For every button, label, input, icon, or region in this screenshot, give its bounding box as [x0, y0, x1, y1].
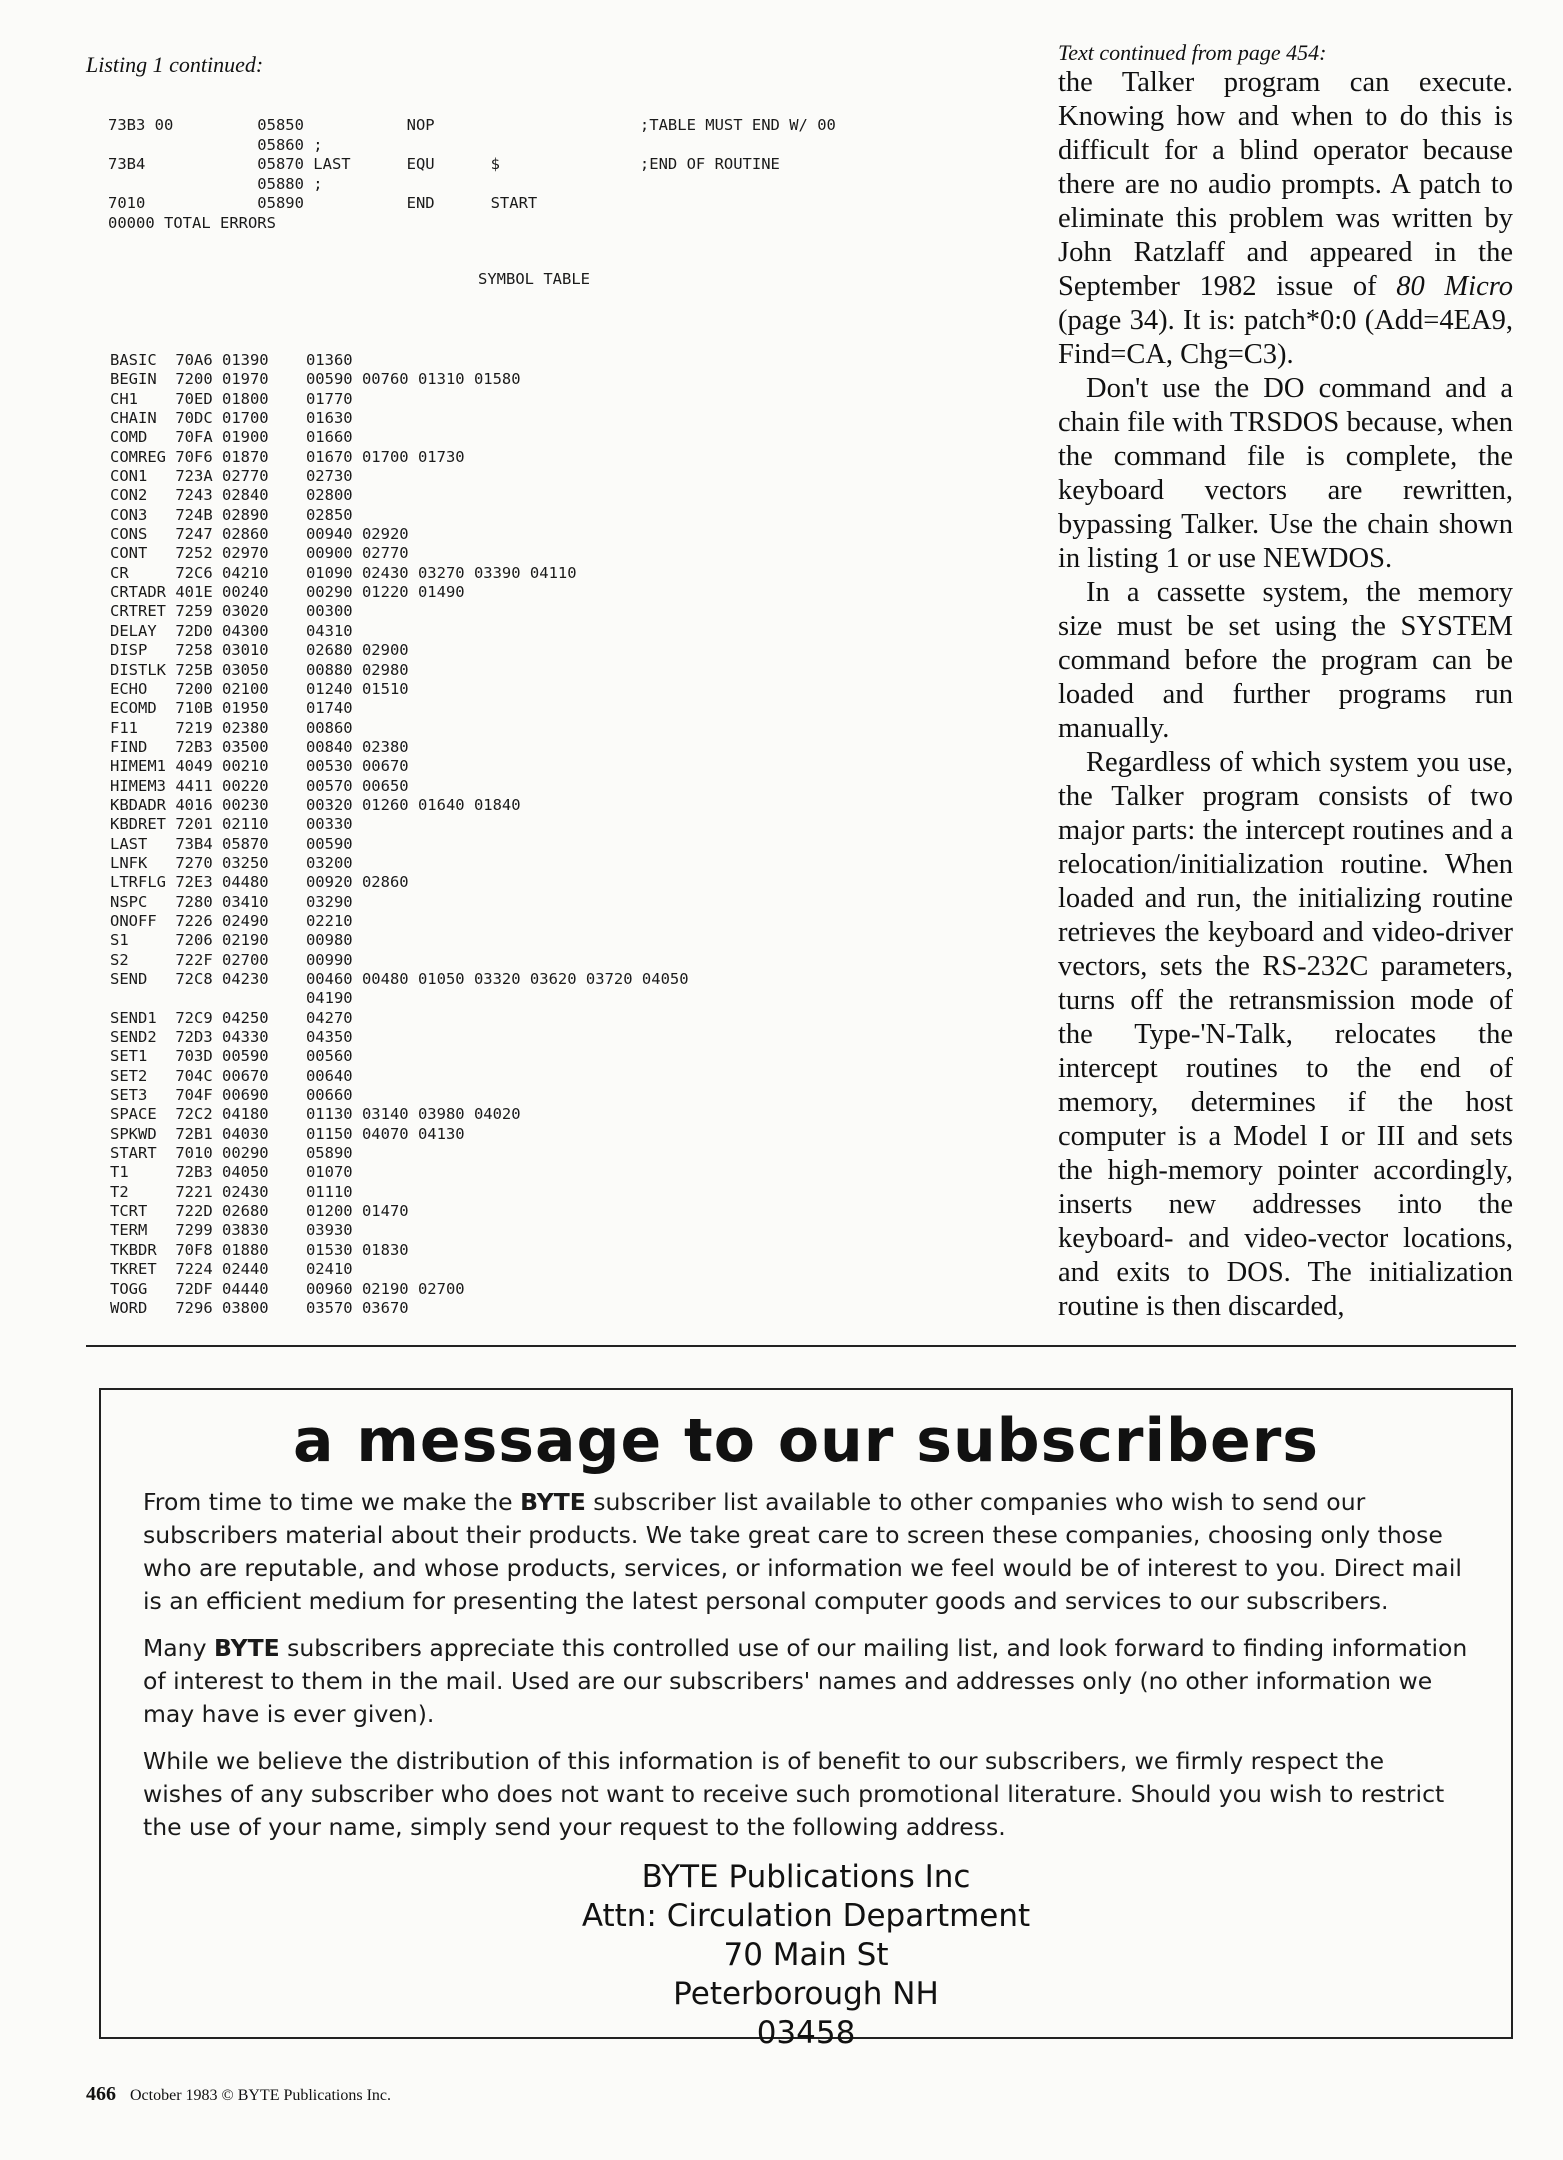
symbol-row: DISP 7258 03010 02680 02900 — [110, 641, 409, 660]
symbol-row: CRTADR 401E 00240 00290 01220 01490 — [110, 583, 465, 602]
symbol-row: SEND 72C8 04230 00460 00480 01050 03320 03620 03720 04050 — [110, 970, 689, 988]
page-number: 466 — [86, 2083, 116, 2105]
symbol-row: CONS 7247 02860 00940 02920 — [110, 525, 409, 544]
address-line: BYTE Publications Inc — [641, 1859, 971, 1895]
code-line: 7010 05890 END START — [108, 194, 538, 212]
symbol-row: COMD 70FA 01900 01660 — [110, 428, 353, 447]
symbol-row: T2 7221 02430 01110 — [110, 1182, 353, 1201]
code-line: 05860 ; — [108, 135, 323, 154]
symbol-row: WORD 7296 03800 03570 03670 — [110, 1298, 409, 1317]
address-line: Attn: Circulation Department — [581, 1898, 1031, 1934]
code-line: 73B3 00 05850 NOP ;TABLE MUST END W/ 00 — [108, 116, 836, 134]
symbol-row: KBDADR 4016 00230 00320 01260 01640 01840 — [110, 795, 521, 814]
symbol-row: SPKWD 72B1 04030 01150 04070 04130 — [110, 1124, 465, 1143]
page-footer — [86, 2083, 391, 2106]
article-paragraph: the Talker program can execute. Knowing how and when to do this is difficult for a blind operator because there are no audio prompts. A patch to eliminate this problem was written by John Ratzlaff and appeared in the September 1982 issue of 80 Micro (page 34). It is: patch*0:0 (Add=4EA9, Find=CA, Chg=C3). — [1058, 67, 1513, 370]
symbol-row: FIND 72B3 03500 00840 02380 — [110, 737, 409, 756]
symbol-row: TCRT 722D 02680 01200 01470 — [110, 1202, 409, 1221]
brand-name: BYTE — [520, 1488, 586, 1516]
notice-paragraph: While we believe the distribution of this information is of benefit to our subscribers, we firmly respect the wishes of any subscriber who does not want to receive such promotional literature. Should you wish to restrict the use of your name, simply send your request to the following address. — [143, 1747, 1445, 1841]
symbol-row: LNFK 7270 03250 03200 — [110, 853, 353, 872]
symbol-row: ONOFF 7226 02490 02210 — [110, 911, 353, 930]
symbol-row: SET2 704C 00670 00640 — [110, 1066, 353, 1085]
symbol-row: COMREG 70F6 01870 01670 01700 01730 — [110, 447, 465, 466]
symbol-row: SPACE 72C2 04180 01130 03140 03980 04020 — [110, 1105, 521, 1124]
symbol-row: START 7010 00290 05890 — [110, 1144, 353, 1163]
code-line: 00000 TOTAL ERRORS — [108, 213, 276, 232]
symbol-row: SET3 704F 00690 00660 — [110, 1086, 353, 1105]
symbol-row: S2 722F 02700 00990 — [110, 950, 353, 969]
symbol-row: CON2 7243 02840 02800 — [110, 486, 353, 505]
notice-paragraph: Many BYTE subscribers appreciate this controlled use of our mailing list, and look forward to finding information of interest to them in the mail. Used are our subscribers' names and addresses only (no other information we may have is ever given). — [143, 1634, 1468, 1728]
symbol-table — [110, 351, 689, 1318]
symbol-row: BEGIN 7200 01970 00590 00760 01310 01580 — [110, 370, 521, 389]
symbol-row: CHAIN 70DC 01700 01630 — [110, 409, 353, 428]
magazine-title: 80 Micro — [1396, 271, 1513, 302]
symbol-row: HIMEM1 4049 00210 00530 00670 — [110, 757, 409, 776]
symbol-row: CR 72C6 04210 01090 02430 03270 03390 04110 — [110, 563, 577, 582]
address-line: 03458 — [756, 2015, 856, 2051]
symbol-row: CRTRET 7259 03020 00300 — [110, 602, 353, 621]
symbol-row: ECOMD 710B 01950 01740 — [110, 699, 353, 718]
address-line: Peterborough NH — [673, 1976, 939, 2012]
symbol-row: TOGG 72DF 04440 00960 02190 02700 — [110, 1279, 465, 1298]
symbol-row: CON1 723A 02770 02730 — [110, 467, 353, 486]
continued-note: Text continued from page 454: — [1058, 40, 1327, 65]
article-paragraph: In a cassette system, the memory size must be set using the SYSTEM command before the program can be loaded and further programs run manually. — [1058, 577, 1513, 744]
article-column — [1058, 40, 1513, 1324]
symbol-row: CONT 7252 02970 00900 02770 — [110, 544, 409, 563]
symbol-row: KBDRET 7201 02110 00330 — [110, 815, 353, 834]
symbol-row: SEND1 72C9 04250 04270 — [110, 1008, 353, 1027]
notice-paragraph: From time to time we make the BYTE subscriber list available to other companies who wish to send our subscribers material about their products. We take great care to screen these companies, choosing only those who are reputable, and whose products, services, or information we feel would be of interest to you. Direct mail is an efficient medium for presenting the latest personal computer goods and services to our subscribers. — [143, 1488, 1462, 1615]
listing-caption: Listing 1 continued: — [86, 52, 264, 77]
symbol-row: LTRFLG 72E3 04480 00920 02860 — [110, 873, 409, 892]
symbol-row: CON3 724B 02890 02850 — [110, 505, 353, 524]
symbol-row: T1 72B3 04050 01070 — [110, 1163, 353, 1182]
code-line: 73B4 05870 LAST EQU $ ;END OF ROUTINE — [108, 155, 780, 173]
address-line: 70 Main St — [723, 1937, 889, 1973]
symbol-table-title: SYMBOL TABLE — [478, 270, 590, 288]
symbol-row: F11 7219 02380 00860 — [110, 718, 353, 737]
symbol-row: DISTLK 725B 03050 00880 02980 — [110, 660, 409, 679]
subscriber-notice-box — [99, 1388, 1513, 2051]
symbol-row: TKRET 7224 02440 02410 — [110, 1260, 353, 1279]
article-paragraph: Don't use the DO command and a chain file with TRSDOS because, when the command file is complete, the keyboard vectors are rewritten, bypassing Talker. Use the chain shown in listing 1 or use NEWDOS. — [1058, 373, 1513, 574]
symbol-row: 04190 — [110, 989, 353, 1008]
symbol-row: CH1 70ED 01800 01770 — [110, 389, 353, 408]
symbol-row: TERM 7299 03830 03930 — [110, 1221, 353, 1240]
symbol-row: BASIC 70A6 01390 01360 — [110, 351, 353, 369]
code-listing — [108, 116, 836, 233]
brand-name: BYTE — [213, 1634, 280, 1662]
symbol-row: DELAY 72D0 04300 04310 — [110, 621, 353, 640]
notice-headline: a message to our subscribers — [293, 1406, 1319, 1476]
symbol-row: S1 7206 02190 00980 — [110, 931, 353, 950]
mailing-address — [101, 1858, 1511, 2053]
article-paragraph: Regardless of which system you use, the Talker program consists of two major parts: the intercept routines and a relocation/initialization routine. When loaded and run, the initializing routine retrieves the keyboard and video-driver vectors, sets the RS-232C parameters, turns off the retransmission mode of the Type-'N-Talk, relocates the intercept routines to the end of memory, determines if the host computer is a Model I or III and sets the high-memory pointer accordingly, inserts new addresses into the keyboard- and video-vector locations, and exits to DOS. The initialization routine is then discarded, — [1058, 747, 1513, 1322]
horizontal-rule — [86, 1345, 1516, 1347]
symbol-row: SET1 703D 00590 00560 — [110, 1047, 353, 1066]
code-line: 05880 ; — [108, 174, 323, 193]
symbol-row: TKBDR 70F8 01880 01530 01830 — [110, 1240, 409, 1259]
symbol-row: NSPC 7280 03410 03290 — [110, 892, 353, 911]
symbol-row: LAST 73B4 05870 00590 — [110, 834, 353, 853]
symbol-row: ECHO 7200 02100 01240 01510 — [110, 679, 409, 698]
footer-credit: October 1983 © BYTE Publications Inc. — [130, 2087, 391, 2104]
symbol-row: HIMEM3 4411 00220 00570 00650 — [110, 776, 409, 795]
symbol-row: SEND2 72D3 04330 04350 — [110, 1028, 353, 1047]
